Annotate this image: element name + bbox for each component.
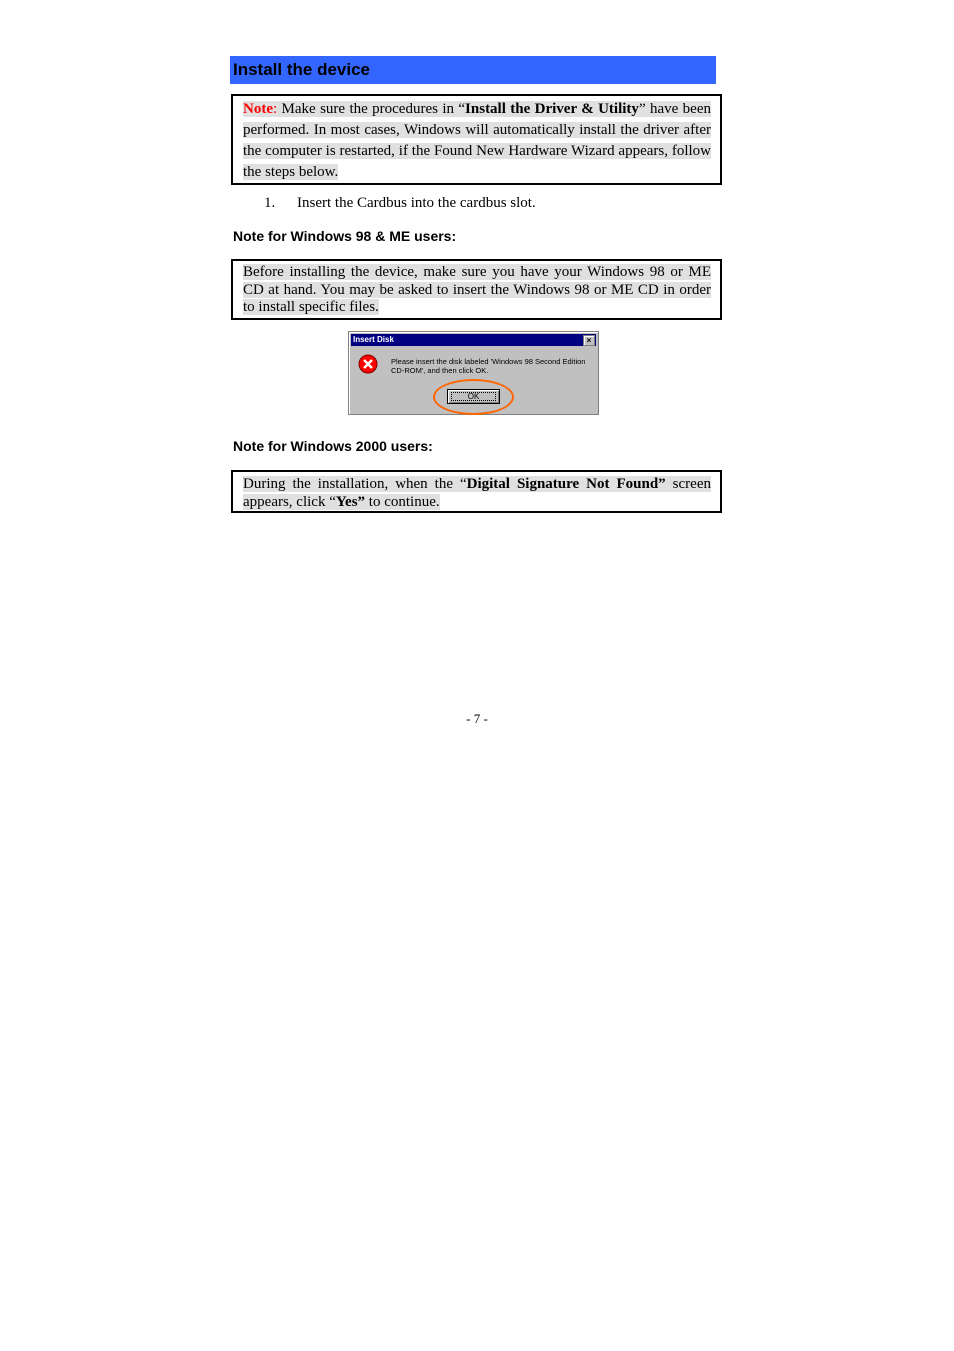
win2000-note-text: During the installation, when the “Digital Signature Not Found” screen appears, click “Yes” to continue. (243, 476, 711, 510)
procedure-note-box (231, 94, 722, 185)
win98-note-text: Before installing the device, make sure you have your Windows 98 or ME CD at hand. You may be asked to insert the Windows 98 or ME CD in order to install specific files. (243, 264, 711, 315)
win2000-heading: Note for Windows 2000 users: (233, 438, 433, 454)
driver-utility-reference: Install the Driver & Utility (465, 101, 639, 117)
dialog-title-bar (351, 334, 596, 346)
note-text: Note: Make sure the procedures in “Install the Driver & Utility” have been performed. In most cases, Windows will automatically install the driver after the computer is restarted, if the Found New Hardware Wizard appears, follow the steps below. (243, 101, 711, 180)
close-icon[interactable]: × (583, 335, 595, 346)
note-label: Note (243, 101, 273, 117)
step-number: 1. (264, 195, 276, 211)
page-number: - 7 - (466, 711, 488, 726)
win98-me-heading: Note for Windows 98 & ME users: (233, 228, 457, 244)
step-item (264, 194, 536, 212)
dialog-title: Insert Disk (353, 335, 394, 344)
dialog-message: Please insert the disk labeled 'Windows 98 Second Edition CD-ROM', and then click OK. (391, 357, 586, 375)
ok-highlight-circle (433, 379, 514, 415)
step-text: Insert the Cardbus into the cardbus slot. (297, 195, 536, 211)
yes-reference: Yes” (335, 494, 366, 510)
section-title: Install the device (230, 56, 716, 84)
ok-button[interactable]: OK (447, 389, 500, 404)
error-icon (358, 354, 378, 374)
win98-note-box (231, 259, 722, 320)
win2000-note-box (231, 470, 722, 513)
digital-signature-reference: Digital Signature Not Found” (466, 476, 666, 492)
